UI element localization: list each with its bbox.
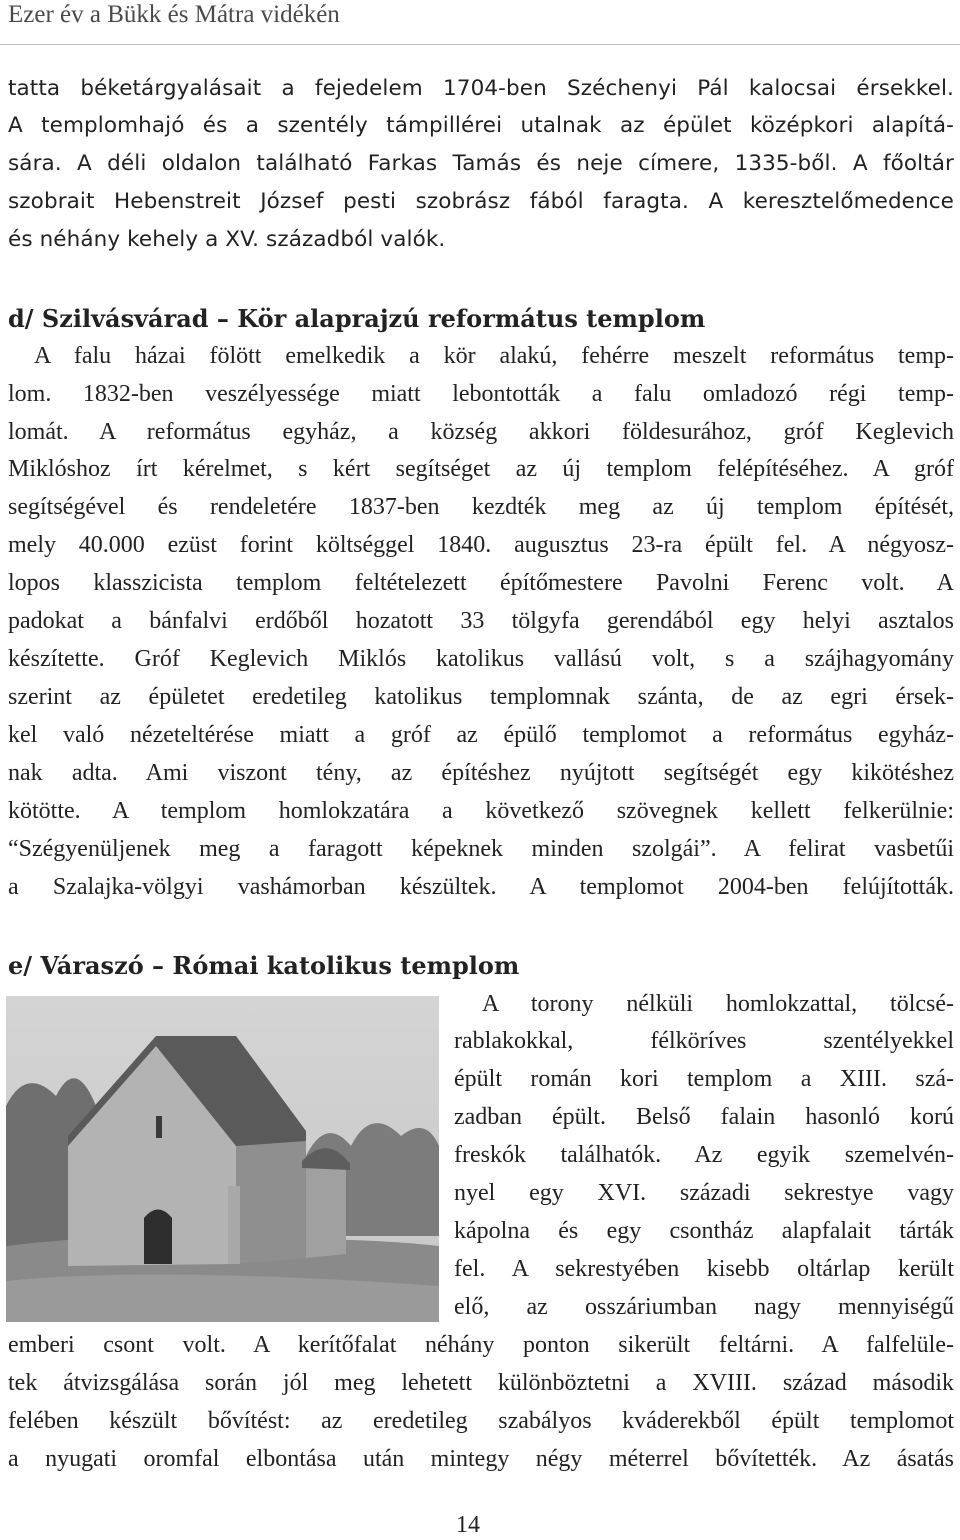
text-line: lom. 1832-ben veszélyessége miatt lebontották a falu omladozó régi temp- [8, 381, 954, 407]
text-line: nyel egy XVI. századi sekrestye vagy [454, 1180, 954, 1206]
text-line: szerint az épületet eredetileg katolikus templomnak szánta, de az egri érsek- [8, 684, 954, 710]
text-line: lopos klasszicista templom feltételezett építőmestere Pavolni Ferenc volt. A [8, 570, 954, 596]
text-line: szobrait Hebenstreit József pesti szobrász fából faragta. A keresztelőmedence [8, 189, 954, 214]
text-line: kápolna és egy csontház alapfalait tárták [454, 1218, 954, 1244]
text-line: lomát. A református egyház, a község akkori földesurához, gróf Keglevich [8, 419, 954, 445]
running-head-title: Ezer év a Bükk és Mátra vidékén [8, 1, 340, 28]
text-line: tatta béketárgyalásait a fejedelem 1704-ben Széchenyi Pál kalocsai érsekkel. [8, 76, 954, 101]
text-line: elő, az osszáriumban nagy mennyiségű [454, 1294, 954, 1320]
section-heading-varaszo: e/ Váraszó – Római katolikus templom [8, 951, 520, 980]
text-line: fel. A sekrestyében kisebb oltárlap került [454, 1256, 954, 1282]
text-line: Miklóshoz írt kérelmet, s kért segítséget az új templom felépítéséhez. A gróf [8, 456, 954, 482]
text-line: mely 40.000 ezüst forint költséggel 1840. augusztus 23-ra épült fel. A négyosz- [8, 532, 954, 558]
text-line: készítette. Gróf Keglevich Miklós katolikus vallású volt, s a szájhagyomány [8, 646, 954, 672]
text-line: nak adta. Ami viszont tény, az építéshez nyújtott segítségét egy kikötéshez [8, 760, 954, 786]
text-line: tek átvizsgálása során jól meg lehetett különböztetni a XVIII. század második [8, 1370, 954, 1396]
text-line: freskók találhatók. Az egyik szemelvén- [454, 1142, 954, 1168]
text-line: A falu házai fölött emelkedik a kör alakú, fehérre meszelt református temp- [34, 343, 954, 369]
text-line: a nyugati oromfal elbontása után mintegy négy méterrel bővítették. Az ásatás [8, 1446, 954, 1472]
church-photo [6, 996, 439, 1322]
text-line: A templomhajó és a szentély támpillérei utalnak az épület középkori alapítá- [8, 113, 954, 138]
text-line: felében készült bővítést: az eredetileg szabályos kváderekből épült templomot [8, 1408, 954, 1434]
text-line: a Szalajka-völgyi vashámorban készültek. A templomot 2004-ben felújították. [8, 874, 954, 900]
text-line: A torony nélküli homlokzattal, tölcsé- [482, 991, 954, 1017]
text-line: padokat a bánfalvi erdőből hozatott 33 tölgyfa gerendából egy helyi asztalos [8, 608, 954, 634]
text-line: emberi csont volt. A kerítőfalat néhány ponton sikerült feltárni. A falfelüle- [8, 1332, 954, 1358]
text-line: épült román kori templom a XIII. szá- [454, 1066, 954, 1092]
text-line: kel való nézeteltérése miatt a gróf az épülő templomot a református egyház- [8, 722, 954, 748]
text-line: sára. A déli oldalon található Farkas Tamás és neje címere, 1335-ből. A főoltár [8, 151, 954, 176]
header-rule [0, 44, 960, 45]
text-line: és néhány kehely a XV. századból valók. [8, 227, 446, 252]
text-line: “Szégyenüljenek meg a faragott képeknek minden szolgái”. A felirat vasbetűi [8, 836, 954, 862]
text-line: segítségével és rendeletére 1837-ben kezdték meg az új templom építését, [8, 494, 954, 520]
section-heading-szilvasvarad: d/ Szilvásvárad – Kör alaprajzú református templom [8, 304, 706, 333]
text-line: kötötte. A templom homlokzatára a következő szövegnek kellett felkerülnie: [8, 798, 954, 824]
text-line: zadban épült. Belső falain hasonló korú [454, 1104, 954, 1130]
text-line: rablakokkal, félköríves szentélyekkel [454, 1028, 954, 1054]
page-number: 14 [456, 1512, 480, 1538]
